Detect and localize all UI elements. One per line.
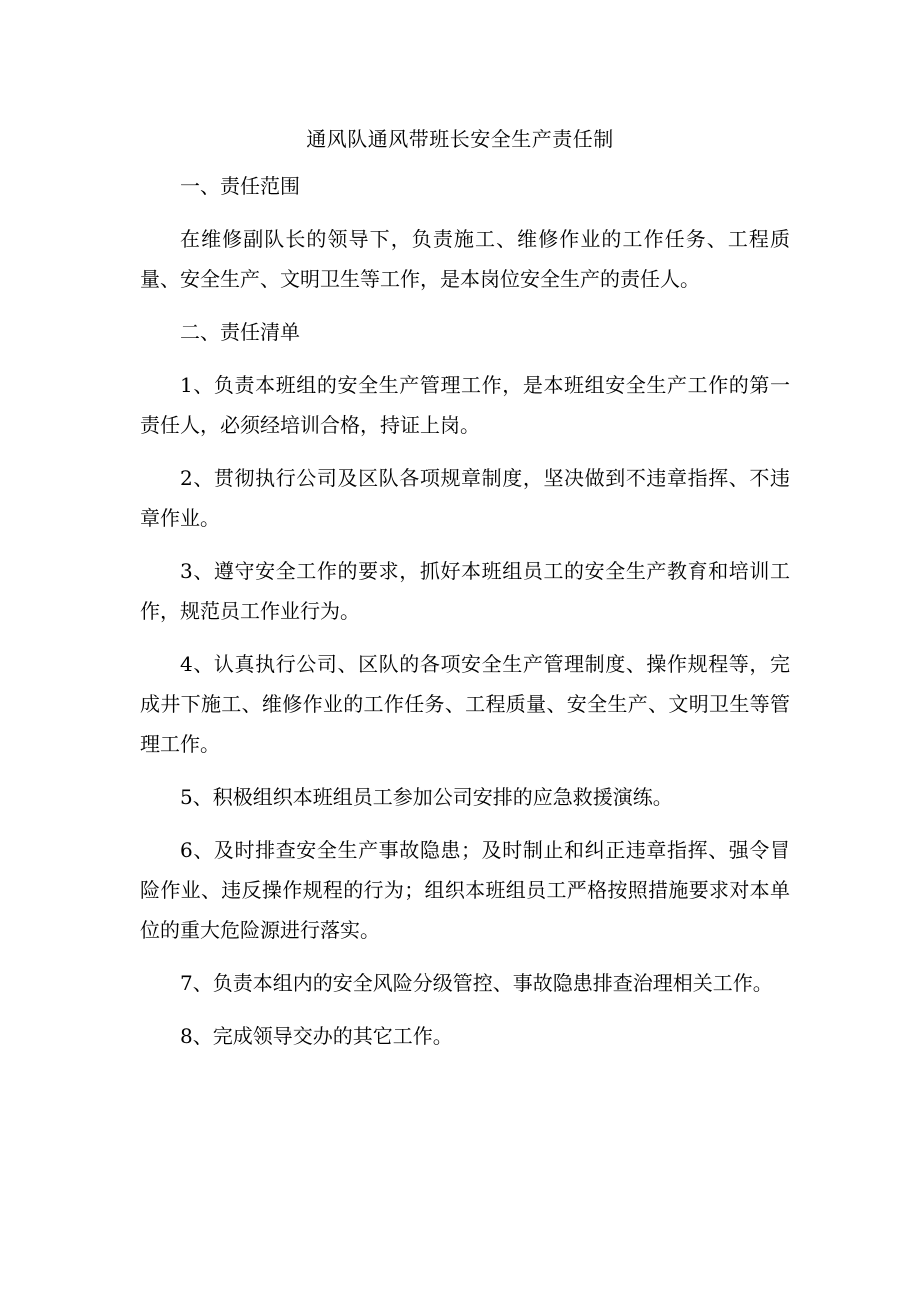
document-title: 通风队通风带班长安全生产责任制 — [306, 127, 614, 151]
list-item-6: 6、及时排查安全生产事故隐患；及时制止和纠正违章指挥、强令冒险作业、违反操作规程的行为；组织本班组员工严格按照措施要求对本单位的重大危险源进行落实。 — [140, 838, 790, 942]
list-item-4: 4、认真执行公司、区队的各项安全生产管理制度、操作规程等，完成井下施工、维修作业的工作任务、工程质量、安全生产、文明卫生等管理工作。 — [140, 652, 790, 756]
list-item-3: 3、遵守安全工作的要求，抓好本班组员工的安全生产教育和培训工作，规范员工作业行为。 — [140, 559, 790, 623]
section-heading-scope: 一、责任范围 — [180, 174, 300, 198]
scope-paragraph: 在维修副队长的领导下，负责施工、维修作业的工作任务、工程质量、安全生产、文明卫生等工作，是本岗位安全生产的责任人。 — [140, 227, 790, 291]
list-item-5: 5、积极组织本班组员工参加公司安排的应急救援演练。 — [180, 785, 673, 809]
list-item-8: 8、完成领导交办的其它工作。 — [180, 1024, 453, 1048]
list-item-1: 1、负责本班组的安全生产管理工作，是本班组安全生产工作的第一责任人，必须经培训合格，持证上岗。 — [140, 373, 790, 437]
list-item-2: 2、贯彻执行公司及区队各项规章制度，坚决做到不违章指挥、不违章作业。 — [140, 466, 790, 530]
section-heading-list: 二、责任清单 — [180, 320, 300, 344]
document-body — [140, 166, 790, 1069]
list-item-7: 7、负责本组内的安全风险分级管控、事故隐患排查治理相关工作。 — [180, 971, 773, 995]
